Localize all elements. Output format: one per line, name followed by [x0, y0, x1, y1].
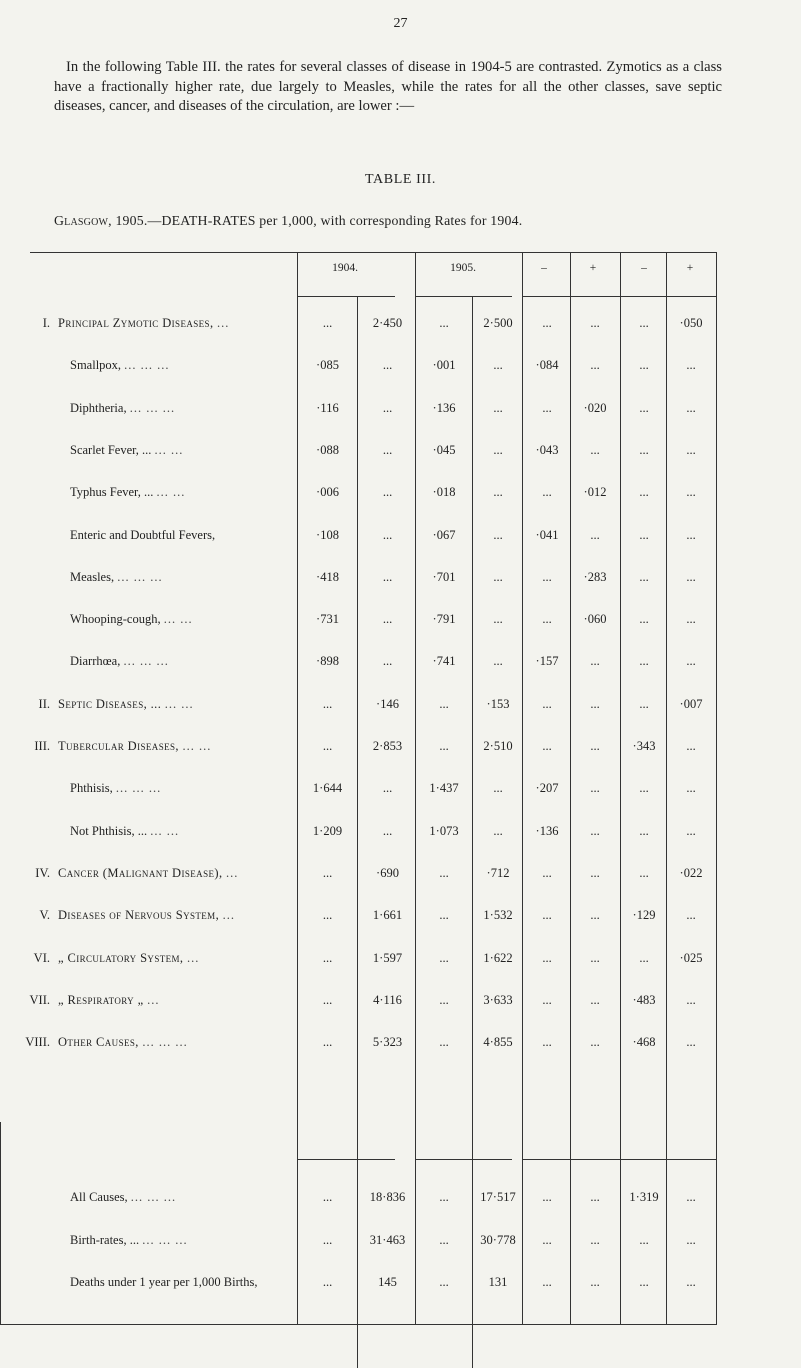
table-cell: ...: [639, 316, 649, 330]
table-cell: ...: [542, 950, 552, 965]
table-cell: ·136: [535, 823, 559, 838]
page-number: 27: [393, 16, 408, 31]
table-cell: ...: [542, 908, 552, 923]
table-cell: ...: [639, 1275, 649, 1289]
row-numeral: V.: [39, 908, 50, 923]
row-label: Scarlet Fever, ... ... ...: [70, 442, 184, 457]
table-cell: 2·510: [483, 739, 513, 753]
table-cell: ...: [493, 781, 503, 796]
table-cell: ...: [493, 823, 503, 838]
table-cell: ...: [686, 442, 696, 457]
table-cell: ·712: [486, 865, 510, 880]
table-cell: ...: [439, 992, 449, 1007]
header-1905: 1905.: [450, 262, 476, 274]
table-cell: ...: [686, 823, 696, 838]
table-cell: ...: [639, 823, 649, 838]
leader-dots: ... ...: [164, 696, 194, 711]
leader-dots: ... ... ...: [124, 358, 170, 373]
leader-dots: ... ...: [150, 823, 180, 838]
table-cell: ...: [686, 654, 696, 669]
left-rule: [0, 1122, 1, 1324]
leader-dots: ... ...: [154, 442, 184, 457]
table-cell: ...: [322, 739, 333, 753]
table-cell: ·088: [316, 442, 339, 457]
row-numeral: VIII.: [25, 1035, 50, 1050]
row-label: Cancer (Malignant Disease), ...: [58, 865, 239, 880]
table-cell: ...: [590, 992, 600, 1007]
table-cell: ...: [493, 654, 503, 669]
table-cell: ...: [322, 950, 333, 965]
table-cell: 30·778: [480, 1233, 516, 1247]
table-cell: 18·836: [369, 1190, 406, 1204]
table-cell: 145: [378, 1275, 397, 1289]
table-cell: ...: [439, 696, 449, 711]
table-cell: 1·209: [312, 823, 343, 838]
table-cell: ...: [639, 400, 649, 415]
table-cell: ...: [590, 823, 600, 838]
header-plus-2: +: [686, 262, 694, 274]
table-cell: ...: [639, 781, 649, 796]
table-cell: 1·597: [372, 950, 403, 965]
table-cell: ...: [686, 400, 696, 415]
column-rule-3: [472, 296, 473, 1368]
row-label: Diseases of Nervous System, ...: [58, 908, 236, 923]
table-cell: ·018: [432, 485, 456, 500]
table-cell: ...: [493, 527, 503, 542]
top-rule: [30, 252, 717, 253]
table-cell: ...: [639, 696, 649, 711]
table-cell: 17·517: [480, 1190, 516, 1204]
table-cell: ...: [686, 1035, 696, 1050]
table-cell: ...: [439, 865, 449, 880]
table-cell: ·116: [316, 400, 339, 415]
table-cell: 4·855: [483, 1035, 513, 1050]
table-cell: ...: [639, 950, 649, 965]
header-underline-1904: [297, 296, 395, 297]
table-cell: ·022: [679, 865, 703, 880]
header-underline-diff: [522, 296, 716, 297]
table-cell: ·418: [316, 569, 339, 584]
table-cell: ...: [686, 569, 696, 584]
table-cell: ...: [686, 612, 696, 627]
row-label: Phthisis, ... ... ...: [70, 781, 162, 796]
leader-dots: ... ... ...: [117, 569, 163, 584]
row-numeral: I.: [42, 316, 50, 330]
row-label: Diphtheria, ... ... ...: [70, 400, 176, 415]
table-cell: ...: [590, 316, 600, 330]
table-cell: ...: [639, 612, 649, 627]
leader-dots: ...: [226, 865, 239, 880]
table-cell: ·007: [679, 696, 703, 711]
row-label: Other Causes, ... ... ...: [58, 1035, 188, 1050]
row-label: All Causes, ... ... ...: [70, 1190, 177, 1204]
table-cell: ...: [382, 569, 393, 584]
table-cell: ...: [590, 739, 600, 753]
table-cell: ·006: [316, 485, 339, 500]
table-cell: ...: [382, 485, 393, 500]
table-cell: ...: [322, 316, 333, 330]
table-cell: ·483: [632, 992, 656, 1007]
table-cell: ...: [322, 1035, 333, 1050]
table-cell: ...: [542, 739, 552, 753]
table-cell: ...: [382, 527, 393, 542]
table-cell: ·146: [376, 696, 399, 711]
table-cell: ...: [590, 527, 600, 542]
row-label: Whooping-cough, ... ...: [70, 612, 193, 627]
table-cell: ...: [590, 1233, 600, 1247]
table-cell: ...: [686, 992, 696, 1007]
table-cell: ...: [590, 442, 600, 457]
leader-dots: ... ... ...: [142, 1233, 188, 1247]
table-cell: ...: [382, 612, 393, 627]
table-cell: ...: [439, 1190, 449, 1204]
leader-dots: ... ... ...: [142, 1035, 188, 1050]
table-cell: ...: [590, 654, 600, 669]
table-cell: ·001: [432, 358, 456, 373]
table-cell: ...: [439, 950, 449, 965]
table-cell: ...: [542, 569, 552, 584]
table-cell: ...: [686, 908, 696, 923]
row-label: Septic Diseases, ... ... ...: [58, 696, 194, 711]
table-cell: ...: [439, 1275, 449, 1289]
row-label: Not Phthisis, ... ... ...: [70, 823, 180, 838]
table-cell: ...: [493, 612, 503, 627]
table-cell: ...: [639, 865, 649, 880]
table-cell: ...: [590, 358, 600, 373]
table-cell: 2·500: [483, 316, 513, 330]
table-cell: ·085: [316, 358, 339, 373]
table-cell: ·050: [679, 316, 703, 330]
table-cell: ·468: [632, 1035, 656, 1050]
table-cell: 1·532: [483, 908, 513, 923]
table-cell: 31·463: [369, 1233, 406, 1247]
leader-dots: ... ...: [182, 739, 212, 753]
table-cell: ·129: [632, 908, 656, 923]
totals-rule-diff: [522, 1159, 716, 1160]
table-cell: ...: [686, 781, 696, 796]
table-cell: ·741: [432, 654, 456, 669]
header-1904: 1904.: [332, 262, 358, 274]
table-cell: ...: [382, 654, 393, 669]
table-cell: ·084: [535, 358, 559, 373]
row-numeral: VI.: [33, 950, 50, 965]
table-cell: ...: [542, 1275, 552, 1289]
table-cell: 1·437: [429, 781, 459, 796]
leader-dots: ...: [217, 316, 230, 330]
table-cell: ...: [493, 485, 503, 500]
table-cell: 5·323: [372, 1035, 403, 1050]
table-cell: ...: [439, 1233, 449, 1247]
table-subtitle-rest: , 1905.—DEATH-RATES per 1,000, with corresponding Rates for 1904.: [108, 213, 523, 228]
table-cell: ...: [322, 865, 333, 880]
bottom-rule: [0, 1324, 717, 1325]
row-label: Measles, ... ... ...: [70, 569, 163, 584]
table-cell: ...: [639, 485, 649, 500]
column-rule-2: [415, 252, 416, 1324]
table-cell: ...: [590, 908, 600, 923]
table-cell: ...: [322, 992, 333, 1007]
column-rule-7: [666, 252, 667, 1324]
totals-rule-1904: [297, 1159, 395, 1160]
table-cell: ·136: [432, 400, 456, 415]
table-cell: ...: [590, 1275, 600, 1289]
column-rule-1: [357, 296, 358, 1368]
table-cell: ...: [382, 781, 393, 796]
table-cell: ...: [590, 865, 600, 880]
table-cell: ...: [686, 527, 696, 542]
table-cell: ·012: [583, 485, 607, 500]
table-cell: ·283: [583, 569, 607, 584]
table-cell: ...: [590, 1035, 600, 1050]
table-cell: ...: [322, 908, 333, 923]
table-cell: ...: [639, 527, 649, 542]
column-rule-4: [522, 252, 523, 1324]
table-cell: ·153: [486, 696, 510, 711]
row-label: Principal Zymotic Diseases, ...: [58, 316, 230, 330]
table-cell: ...: [542, 1035, 552, 1050]
table-cell: 3·633: [483, 992, 513, 1007]
column-rule-0: [297, 252, 298, 1324]
leader-dots: ...: [186, 950, 200, 965]
row-label: Diarrhœa, ... ... ...: [70, 654, 169, 669]
table-cell: ...: [686, 1233, 696, 1247]
table-cell: ·731: [316, 612, 339, 627]
table-cell: 1·644: [312, 781, 343, 796]
table-cell: ...: [493, 569, 503, 584]
row-label: Smallpox, ... ... ...: [70, 358, 170, 373]
table-cell: ·043: [535, 442, 559, 457]
table-cell: ...: [686, 358, 696, 373]
leader-dots: ...: [222, 908, 236, 923]
table-cell: ...: [686, 1190, 696, 1204]
row-label: Birth-rates, ... ... ... ...: [70, 1233, 188, 1247]
column-rule-5: [570, 252, 571, 1324]
table-cell: ·020: [583, 400, 607, 415]
table-cell: ...: [639, 569, 649, 584]
table-cell: ...: [382, 358, 393, 373]
table-cell: 1·622: [483, 950, 513, 965]
row-numeral: III.: [34, 739, 50, 753]
table-subtitle: [54, 213, 754, 229]
table-cell: 2·450: [372, 316, 403, 330]
row-numeral: II.: [38, 696, 50, 711]
header-underline-1905: [415, 296, 512, 297]
table-cell: 131: [488, 1275, 508, 1289]
leader-dots: ... ...: [156, 485, 186, 500]
table-cell: 2·853: [372, 739, 403, 753]
row-label: „ Respiratory „ ...: [58, 992, 160, 1007]
intro-paragraph: In the following Table III. the rates for several classes of disease in 1904-5 are contrasted. Zymotics as a class have a fractionally higher rate, due largely to Measles, while the rates for all the other classes, save septic diseases, cancer, and diseases of the circulation, are lower :—: [54, 59, 722, 115]
table-cell: 1·073: [429, 823, 459, 838]
table-cell: ...: [382, 823, 393, 838]
row-label: Deaths under 1 year per 1,000 Births,: [70, 1275, 258, 1289]
table-cell: 1·661: [372, 908, 403, 923]
table-cell: ...: [493, 400, 503, 415]
row-label: Enteric and Doubtful Fevers,: [70, 527, 216, 542]
table-cell: ...: [542, 696, 552, 711]
row-label: Tubercular Diseases, ... ...: [58, 739, 212, 753]
table-cell: ·067: [432, 527, 456, 542]
table-cell: ...: [590, 781, 600, 796]
table-cell: ...: [542, 1190, 552, 1204]
table-cell: 1·319: [629, 1190, 659, 1204]
leader-dots: ... ... ...: [115, 781, 162, 796]
table-cell: ...: [542, 992, 552, 1007]
totals-rule-1905: [415, 1159, 512, 1160]
table-cell: ·041: [535, 527, 559, 542]
table-cell: ·025: [679, 950, 703, 965]
table-cell: ...: [322, 1275, 333, 1289]
leader-dots: ...: [147, 992, 160, 1007]
table-cell: ...: [542, 400, 552, 415]
column-rule-6: [620, 252, 621, 1324]
header-minus-1: –: [541, 262, 547, 274]
table-title: TABLE III.: [365, 172, 436, 187]
row-label: „ Circulatory System, ...: [58, 950, 200, 965]
table-cell: ...: [686, 739, 696, 753]
table-cell: ...: [542, 865, 552, 880]
table-cell: ...: [322, 696, 333, 711]
table-cell: ...: [686, 1275, 696, 1289]
table-cell: ...: [322, 1233, 333, 1247]
table-cell: ·791: [432, 612, 456, 627]
table-cell: ·690: [376, 865, 399, 880]
table-cell: ...: [493, 358, 503, 373]
death-rates-table: [0, 252, 801, 1332]
table-cell: ·157: [535, 654, 559, 669]
table-cell: ·060: [583, 612, 607, 627]
table-cell: ...: [639, 358, 649, 373]
table-subtitle-place: Glasgow: [54, 213, 109, 228]
table-cell: ...: [439, 1035, 449, 1050]
table-cell: ...: [590, 1190, 600, 1204]
table-cell: ...: [439, 908, 449, 923]
leader-dots: ... ... ...: [130, 1190, 177, 1204]
leader-dots: ... ... ...: [129, 400, 176, 415]
table-cell: ·045: [432, 442, 456, 457]
table-cell: ...: [493, 442, 503, 457]
table-cell: ...: [686, 485, 696, 500]
table-cell: ...: [322, 1190, 333, 1204]
row-numeral: VII.: [29, 992, 50, 1007]
table-cell: ...: [639, 442, 649, 457]
row-numeral: IV.: [35, 865, 50, 880]
header-plus-1: +: [589, 262, 597, 274]
table-cell: ·207: [535, 781, 559, 796]
table-cell: ...: [542, 1233, 552, 1247]
table-cell: ·701: [432, 569, 456, 584]
table-cell: ·343: [632, 739, 656, 753]
table-cell: ...: [639, 1233, 649, 1247]
header-minus-2: –: [641, 262, 647, 274]
column-rule-8: [716, 252, 717, 1324]
table-cell: ...: [542, 612, 552, 627]
table-cell: ...: [639, 654, 649, 669]
table-cell: ...: [439, 316, 449, 330]
table-cell: ...: [542, 485, 552, 500]
table-cell: ...: [542, 316, 552, 330]
table-cell: ...: [382, 400, 393, 415]
table-cell: ...: [382, 442, 393, 457]
row-label: Typhus Fever, ... ... ...: [70, 485, 186, 500]
table-cell: ·898: [316, 654, 339, 669]
table-cell: ·108: [316, 527, 339, 542]
leader-dots: ... ... ...: [123, 654, 169, 669]
table-cell: 4·116: [373, 992, 402, 1007]
leader-dots: ... ...: [163, 612, 193, 627]
table-cell: ...: [590, 950, 600, 965]
table-cell: ...: [439, 739, 449, 753]
table-cell: ...: [590, 696, 600, 711]
